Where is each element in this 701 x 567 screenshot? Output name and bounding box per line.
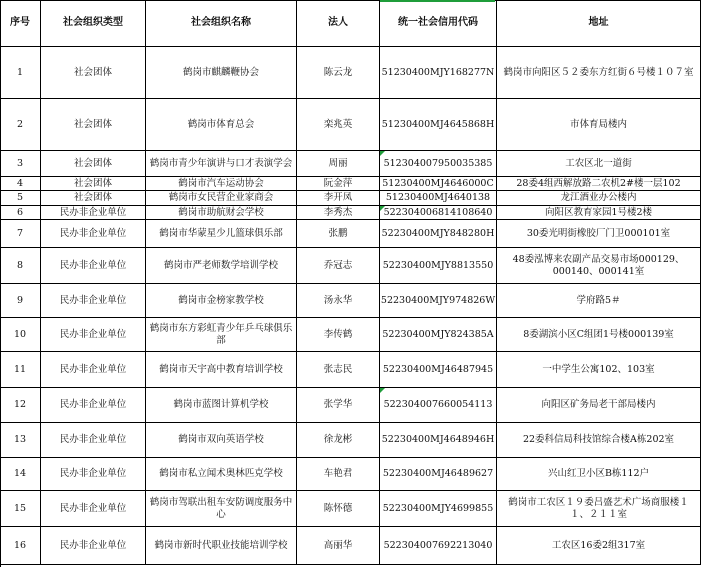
- legal-rep-cell[interactable]: 徐龙彬: [297, 423, 380, 458]
- index-cell[interactable]: 8: [0, 248, 41, 284]
- org-name-cell[interactable]: 鹤岗市天宇高中教育培训学校: [146, 352, 297, 388]
- index-cell[interactable]: 2: [0, 99, 41, 151]
- org-type-cell[interactable]: 民办非企业单位: [41, 491, 146, 527]
- address-cell[interactable]: 向阳区教育家园1号楼2楼: [497, 206, 701, 220]
- index-cell[interactable]: 6: [0, 206, 41, 220]
- org-type-cell[interactable]: 民办非企业单位: [41, 423, 146, 458]
- legal-rep-cell[interactable]: 张学华: [297, 388, 380, 423]
- credit-code-cell[interactable]: 51230400MJ4645868H: [380, 99, 497, 151]
- org-type-cell[interactable]: 民办非企业单位: [41, 248, 146, 284]
- legal-rep-cell[interactable]: 周丽: [297, 151, 380, 177]
- org-name-cell[interactable]: 鹤岗市严老师数学培训学校: [146, 248, 297, 284]
- org-type-cell[interactable]: 民办非企业单位: [41, 206, 146, 220]
- org-type-cell[interactable]: 民办非企业单位: [41, 318, 146, 352]
- header-index[interactable]: 序号: [0, 0, 41, 47]
- address-cell[interactable]: 龙江酒业办公楼内: [497, 191, 701, 206]
- address-cell[interactable]: 48委泓博来农副产品交易市场000129、000140、000141室: [497, 248, 701, 284]
- address-cell[interactable]: 向阳区矿务局老干部局楼内: [497, 388, 701, 423]
- org-name-cell[interactable]: 鹤岗市体育总会: [146, 99, 297, 151]
- org-name-cell[interactable]: 鹤岗市东方彩虹青少年乒乓球俱乐部: [146, 318, 297, 352]
- org-type-cell[interactable]: 社会团体: [41, 177, 146, 191]
- legal-rep-cell[interactable]: 乔冠志: [297, 248, 380, 284]
- credit-code-cell[interactable]: 51230400MJ4640138: [380, 191, 497, 206]
- org-name-cell[interactable]: 鹤岗市驾联出租车安防调度服务中心: [146, 491, 297, 527]
- org-name-cell[interactable]: 鹤岗市金榜家教学校: [146, 284, 297, 318]
- org-type-cell[interactable]: 民办非企业单位: [41, 220, 146, 248]
- address-cell[interactable]: 一中学生公寓102、103室: [497, 352, 701, 388]
- org-name-cell[interactable]: 鹤岗市双向英语学校: [146, 423, 297, 458]
- org-type-cell[interactable]: 社会团体: [41, 191, 146, 206]
- credit-code-cell[interactable]: 52230400MJ4648946H: [380, 423, 497, 458]
- index-cell[interactable]: 11: [0, 352, 41, 388]
- credit-code-cell[interactable]: 52230400MJY824385A: [380, 318, 497, 352]
- index-cell[interactable]: 5: [0, 191, 41, 206]
- address-cell[interactable]: 鹤岗市向阳区５２委东方红街６号楼１０７室: [497, 47, 701, 99]
- legal-rep-cell[interactable]: 陈云龙: [297, 47, 380, 99]
- org-name-cell[interactable]: 鹤岗市女民营企业家商会: [146, 191, 297, 206]
- legal-rep-cell[interactable]: 李秀杰: [297, 206, 380, 220]
- index-cell[interactable]: 12: [0, 388, 41, 423]
- credit-code-cell[interactable]: 52230400MJY848280H: [380, 220, 497, 248]
- credit-code-cell[interactable]: 512304007950035385: [380, 151, 497, 177]
- org-type-cell[interactable]: 民办非企业单位: [41, 352, 146, 388]
- legal-rep-cell[interactable]: 李开凤: [297, 191, 380, 206]
- address-cell[interactable]: 鹤岗市工农区１９委吕盛艺术广场商服楼１１、２１１室: [497, 491, 701, 527]
- org-type-cell[interactable]: 民办非企业单位: [41, 284, 146, 318]
- org-type-cell[interactable]: 社会团体: [41, 99, 146, 151]
- address-cell[interactable]: 28委4组西解放路二农机2#楼一层102: [497, 177, 701, 191]
- address-cell[interactable]: 兴山红卫小区B栋112户: [497, 458, 701, 491]
- org-name-cell[interactable]: 鹤岗市蓝图计算机学校: [146, 388, 297, 423]
- org-type-cell[interactable]: 社会团体: [41, 151, 146, 177]
- credit-code-cell[interactable]: 51230400MJY168277N: [380, 47, 497, 99]
- legal-rep-cell[interactable]: 阮金萍: [297, 177, 380, 191]
- credit-code-cell[interactable]: 52230400MJ46489627: [380, 458, 497, 491]
- header-address[interactable]: 地址: [497, 0, 701, 47]
- legal-rep-cell[interactable]: 高丽华: [297, 527, 380, 565]
- legal-rep-cell[interactable]: 张志民: [297, 352, 380, 388]
- org-name-cell[interactable]: 鹤岗市麒麟鞭协会: [146, 47, 297, 99]
- org-name-cell[interactable]: 鹤岗市助航财会学校: [146, 206, 297, 220]
- header-credit-code[interactable]: 统一社会信用代码: [380, 0, 497, 47]
- address-cell[interactable]: 工农区16委2组317室: [497, 527, 701, 565]
- address-cell[interactable]: 市体育局楼内: [497, 99, 701, 151]
- credit-code-cell[interactable]: 522304007660054113: [380, 388, 497, 423]
- index-cell[interactable]: 1: [0, 47, 41, 99]
- org-type-cell[interactable]: 社会团体: [41, 47, 146, 99]
- org-type-cell[interactable]: 民办非企业单位: [41, 458, 146, 491]
- address-cell[interactable]: 22委科信局科技馆综合楼A栋202室: [497, 423, 701, 458]
- address-cell[interactable]: 30委光明街橡胶厂门卫000101室: [497, 220, 701, 248]
- org-name-cell[interactable]: 鹤岗市青少年演讲与口才表演学会: [146, 151, 297, 177]
- header-legal-rep[interactable]: 法人: [297, 0, 380, 47]
- credit-code-cell[interactable]: 52230400MJY8813550: [380, 248, 497, 284]
- credit-code-cell[interactable]: 51230400MJ4646000C: [380, 177, 497, 191]
- credit-code-cell[interactable]: 52230400MJY4699855: [380, 491, 497, 527]
- org-type-cell[interactable]: 民办非企业单位: [41, 527, 146, 565]
- address-cell[interactable]: 工农区北一道街: [497, 151, 701, 177]
- legal-rep-cell[interactable]: 栾兆英: [297, 99, 380, 151]
- index-cell[interactable]: 15: [0, 491, 41, 527]
- column-selection-indicator: [380, 0, 495, 2]
- legal-rep-cell[interactable]: 车艳君: [297, 458, 380, 491]
- legal-rep-cell[interactable]: 汤永华: [297, 284, 380, 318]
- org-name-cell[interactable]: 鹤岗市新时代职业技能培训学校: [146, 527, 297, 565]
- index-cell[interactable]: 14: [0, 458, 41, 491]
- org-name-cell[interactable]: 鹤岗市私立闻术奥林匹克学校: [146, 458, 297, 491]
- credit-code-cell[interactable]: 522304006814108640: [380, 206, 497, 220]
- legal-rep-cell[interactable]: 张鹏: [297, 220, 380, 248]
- credit-code-cell[interactable]: 52230400MJY974826W: [380, 284, 497, 318]
- index-cell[interactable]: 4: [0, 177, 41, 191]
- credit-code-cell[interactable]: 52230400MJ46487945: [380, 352, 497, 388]
- legal-rep-cell[interactable]: 李传鹤: [297, 318, 380, 352]
- legal-rep-cell[interactable]: 陈怀德: [297, 491, 380, 527]
- index-cell[interactable]: 3: [0, 151, 41, 177]
- org-name-cell[interactable]: 鹤岗市华蒙星少儿篮球俱乐部: [146, 220, 297, 248]
- header-org-type[interactable]: 社会组织类型: [41, 0, 146, 47]
- index-cell[interactable]: 13: [0, 423, 41, 458]
- index-cell[interactable]: 9: [0, 284, 41, 318]
- index-cell[interactable]: 10: [0, 318, 41, 352]
- index-cell[interactable]: 7: [0, 220, 41, 248]
- org-type-cell[interactable]: 民办非企业单位: [41, 388, 146, 423]
- address-cell[interactable]: 8委湖滨小区C组团1号楼000139室: [497, 318, 701, 352]
- address-cell[interactable]: 学府路5＃: [497, 284, 701, 318]
- header-org-name[interactable]: 社会组织名称: [146, 0, 297, 47]
- org-name-cell[interactable]: 鹤岗市汽车运动协会: [146, 177, 297, 191]
- index-cell[interactable]: 16: [0, 527, 41, 565]
- credit-code-cell[interactable]: 522304007692213040: [380, 527, 497, 565]
